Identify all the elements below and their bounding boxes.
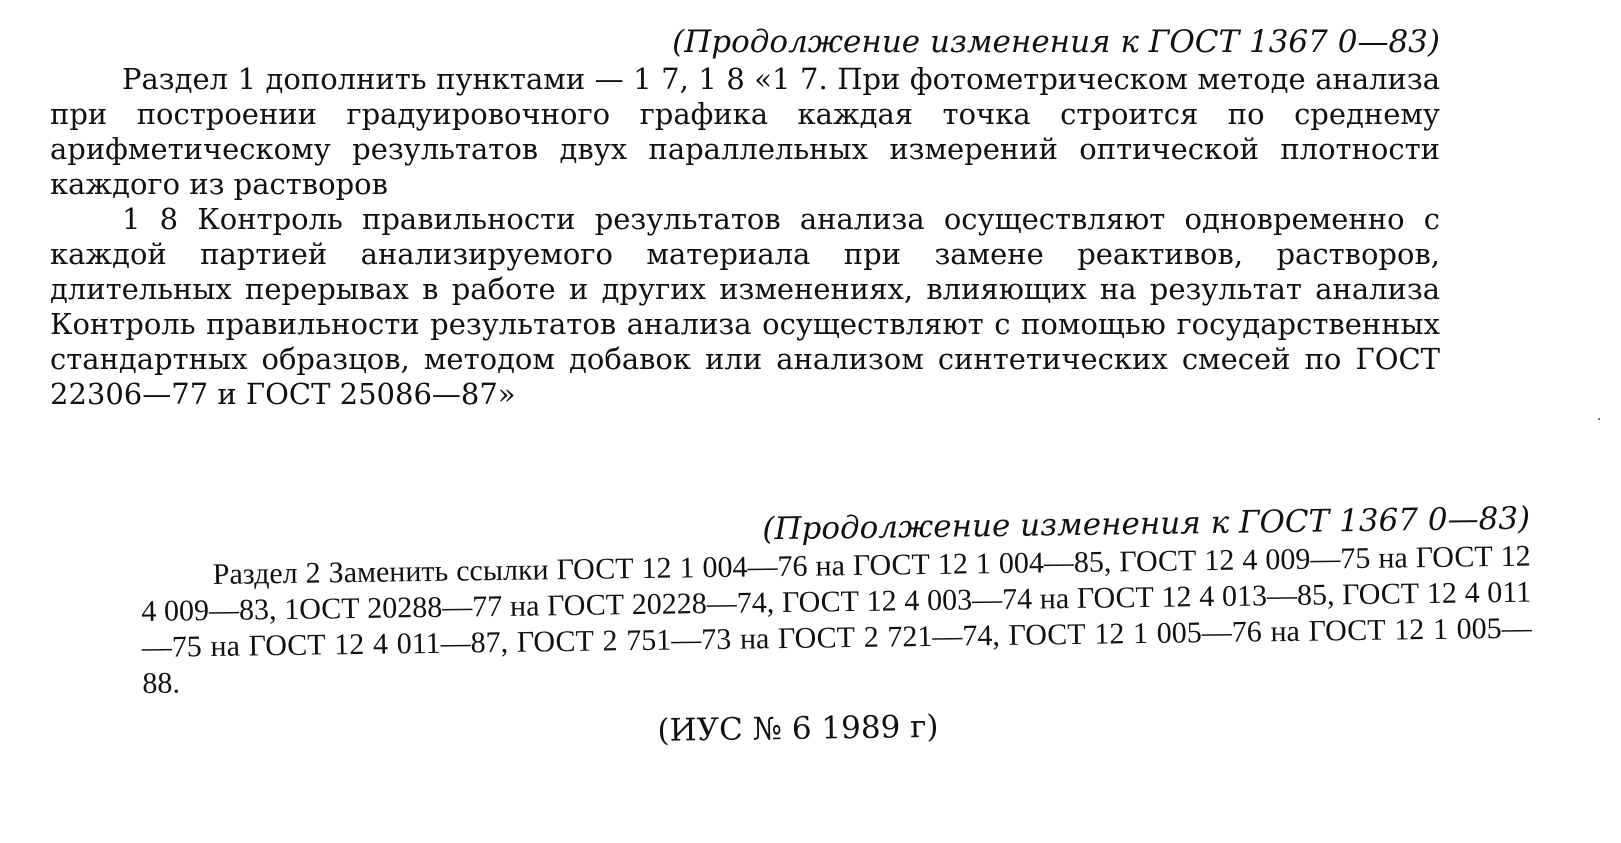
amendment-section-two: [140, 499, 1533, 758]
continuation-title-two: (Продолжение изменения к ГОСТ 1367 0—83): [762, 500, 1531, 548]
source-note: (ИУС № 6 1989 г): [657, 708, 939, 749]
paragraph-section-1-addition: Раздел 1 дополнить пунктами — 1 7, 1 8 «1 7. При фотометрическом методе анализа при построении градуировочного графика каждая точка строится по среднему арифметическому результатов двух параллельных измерений оптической плотности каждого из растворов: [50, 62, 1440, 201]
scan-speck: [1598, 418, 1600, 420]
paragraph-section-2-references: Раздел 2 Заменить ссылки ГОСТ 12 1 004—76 на ГОСТ 12 1 004—85, ГОСТ 12 4 009—75 на ГОСТ 12 4 009—83, 1ОСТ 20288—77 на ГОСТ 20228—74, ГОСТ 12 4 003—74 на ГОСТ 12 4 013—85, ГОСТ 12 4 011—75 на ГОСТ 12 4 011—87, ГОСТ 2 751—73 на ГОСТ 2 721—74, ГОСТ 12 1 005—76 на ГОСТ 12 1 005—88.: [141, 539, 1532, 700]
amendment-section-one: [50, 22, 1440, 412]
paragraph-clause-1-8: 1 8 Контроль правильности результатов анализа осуществляют одновременно с каждой партией анализируемого материала при замене реактивов, растворов, длительных перерывах в работе и других изменениях, влияющих на результат анализа Контроль правильности результатов анализа осуществляют с помощью государственных стандартных образцов, методом добавок или анализом синтетических смесей по ГОСТ 22306—77 и ГОСТ 25086—87»: [50, 202, 1440, 411]
continuation-title-one: (Продолжение изменения к ГОСТ 1367 0—83): [672, 24, 1440, 60]
